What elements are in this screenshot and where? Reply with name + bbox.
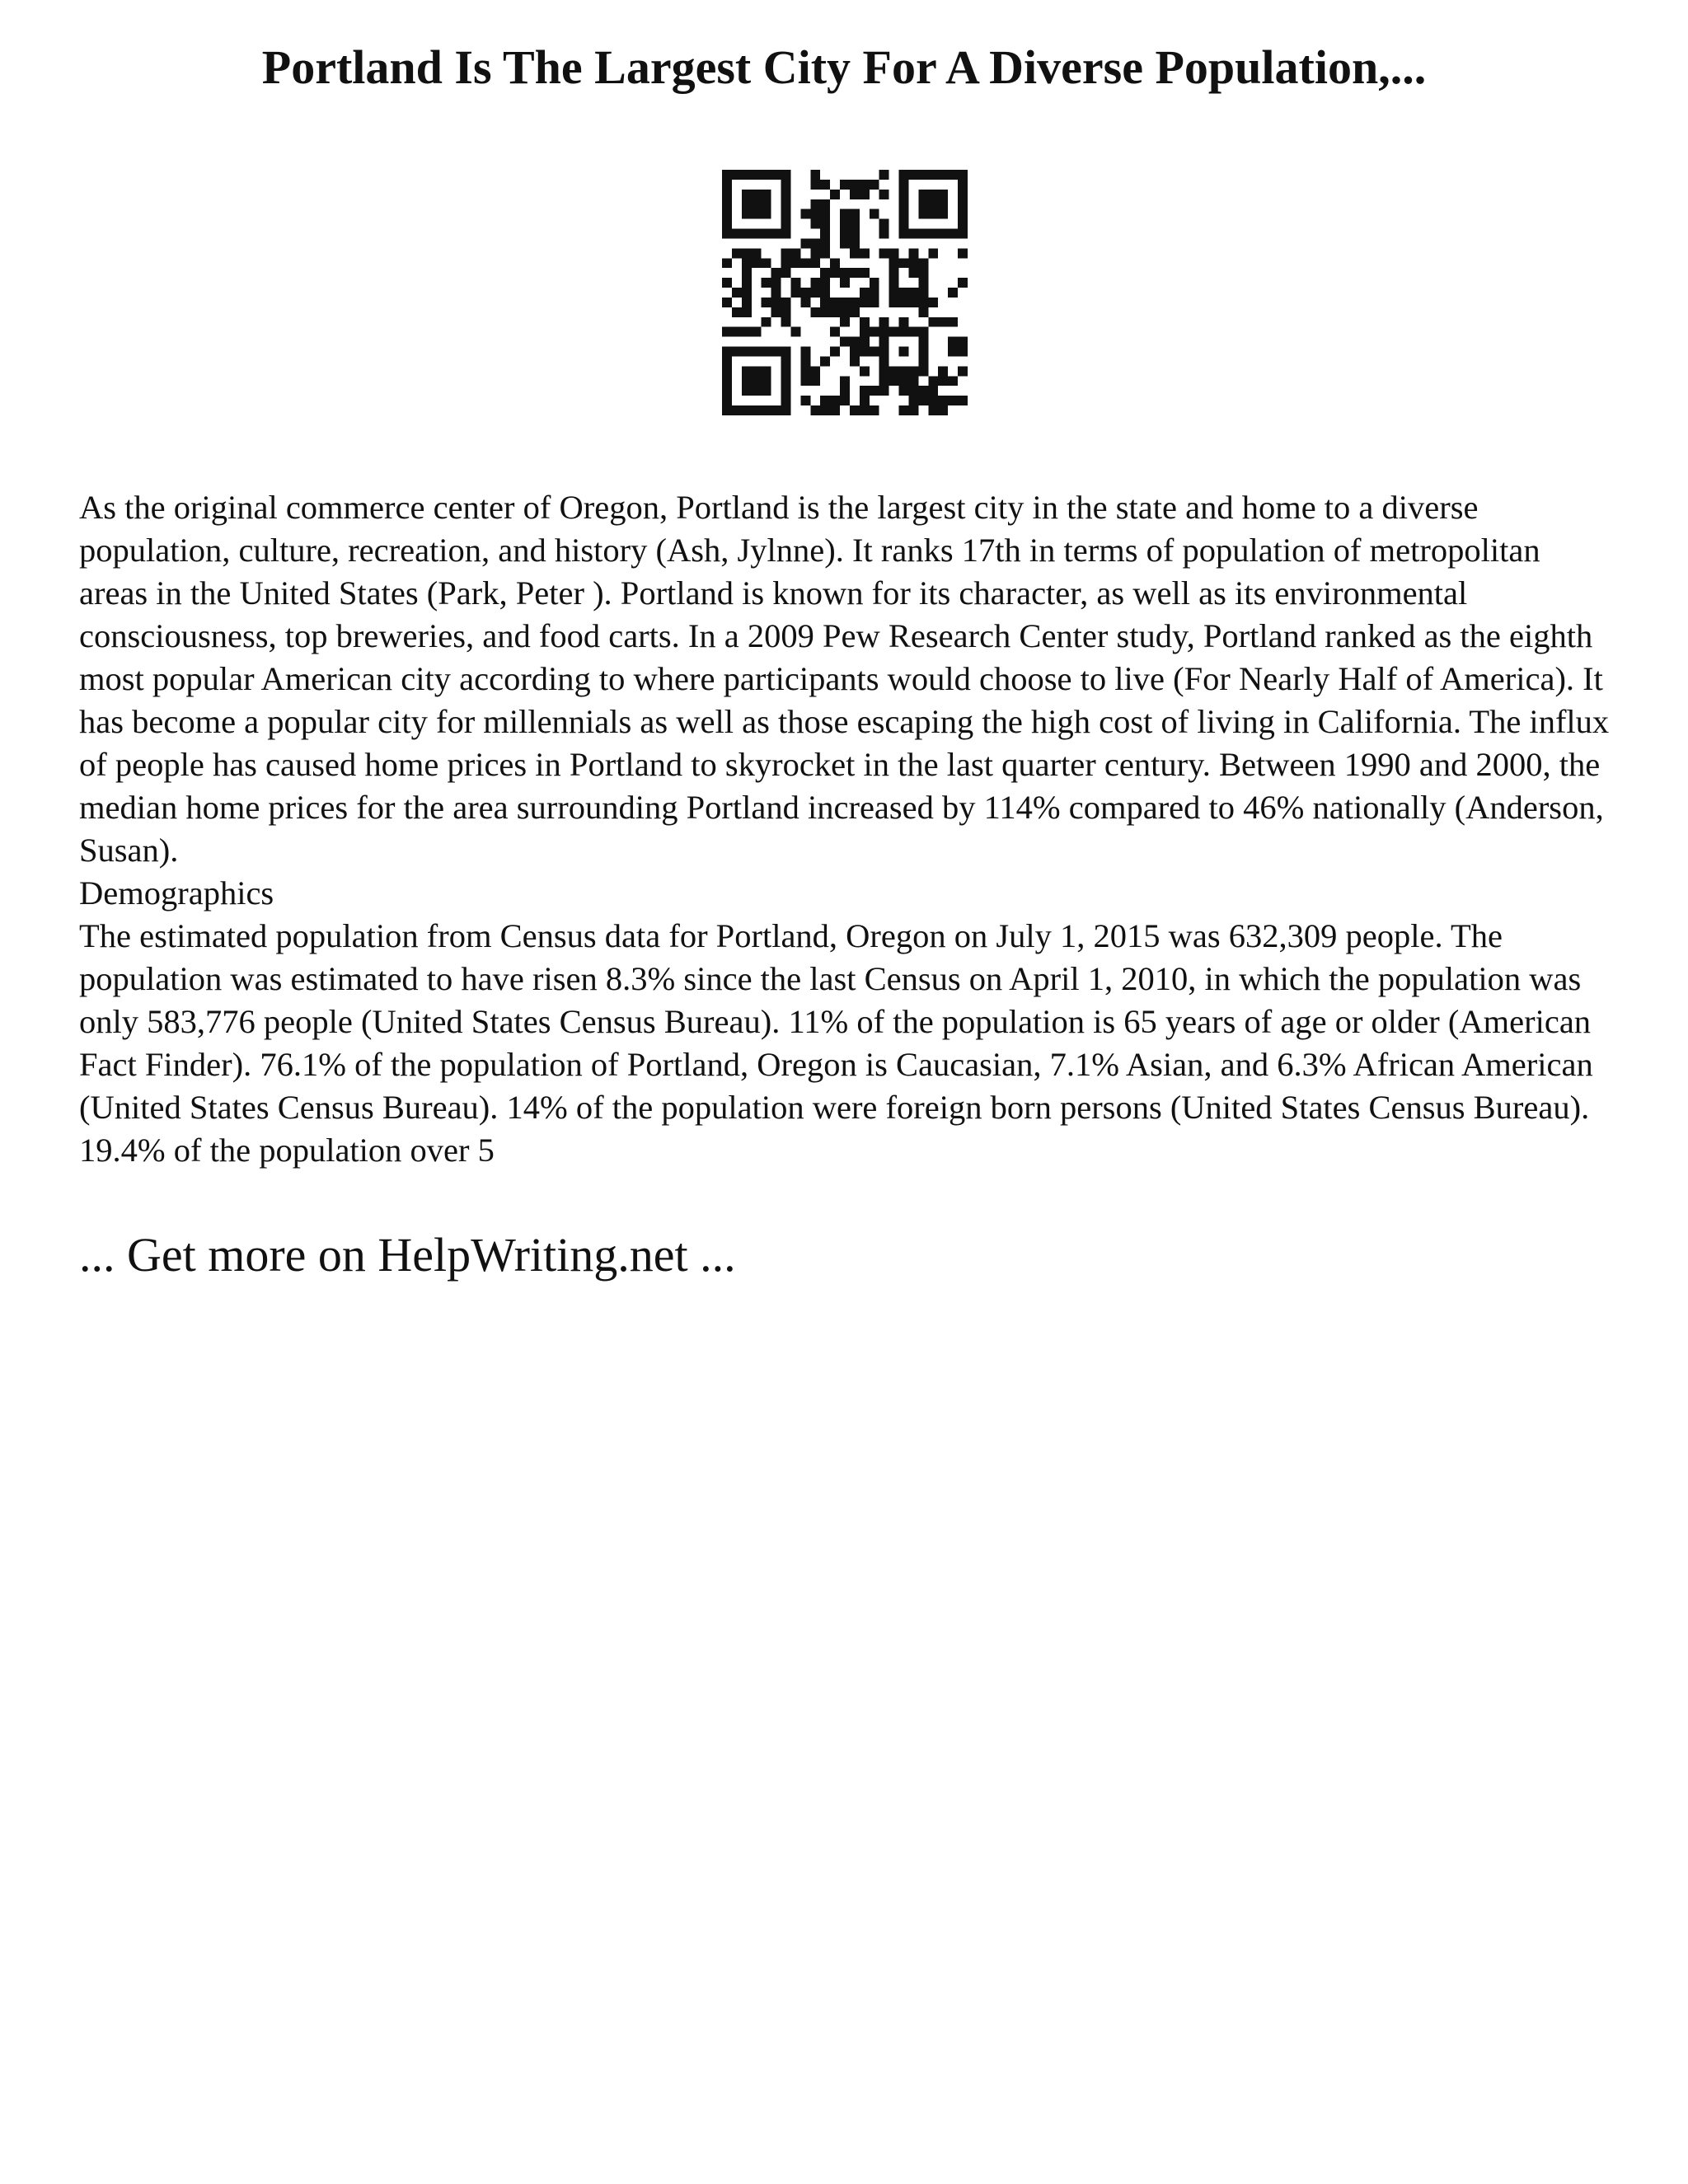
section-heading: Demographics: [79, 874, 274, 912]
page-title: Portland Is The Largest City For A Diverse Population,...: [261, 40, 1427, 94]
article-paragraph: The estimated population from Census data for Portland, Oregon on July 1, 2015 was 632,309 people. The population was estimated to have risen 8.3% since the last Census on April 1, 2010, in which the population was only 583,776 people (United States Census Bureau). 11% of the population is 65 years of age or older (American Fact Finder). 76.1% of the population of Portland, Oregon is Caucasian, 7.1% Asian, and 6.3% African American (United States Census Bureau). 14% of the population were foreign born persons (United States Census Bureau). 19.4% of the population over 5: [79, 917, 1593, 1169]
qr-code-icon: [722, 170, 968, 415]
article-paragraph: As the original commerce center of Oregon, Portland is the largest city in the state and home to a diverse population, culture, recreation, and history (Ash, Jylnne). It ranks 17th in terms of population of metropolitan areas in the United States (Park, Peter ). Portland is known for its character, as well as its environmental consciousness, top breweries, and food carts. In a 2009 Pew Research Center study, Portland ranked as the eighth most popular American city according to where participants would choose to live (For Nearly Half of America). It has become a popular city for millennials as well as those escaping the high cost of living in California. The influx of people has caused home prices in Portland to skyrocket in the last quarter century. Between 1990 and 2000, the median home prices for the area surrounding Portland increased by 114% compared to 46% nationally (Anderson, Susan).: [79, 489, 1610, 869]
get-more-link[interactable]: ... Get more on HelpWriting.net ...: [79, 1228, 736, 1282]
article-body: [79, 486, 1612, 1172]
